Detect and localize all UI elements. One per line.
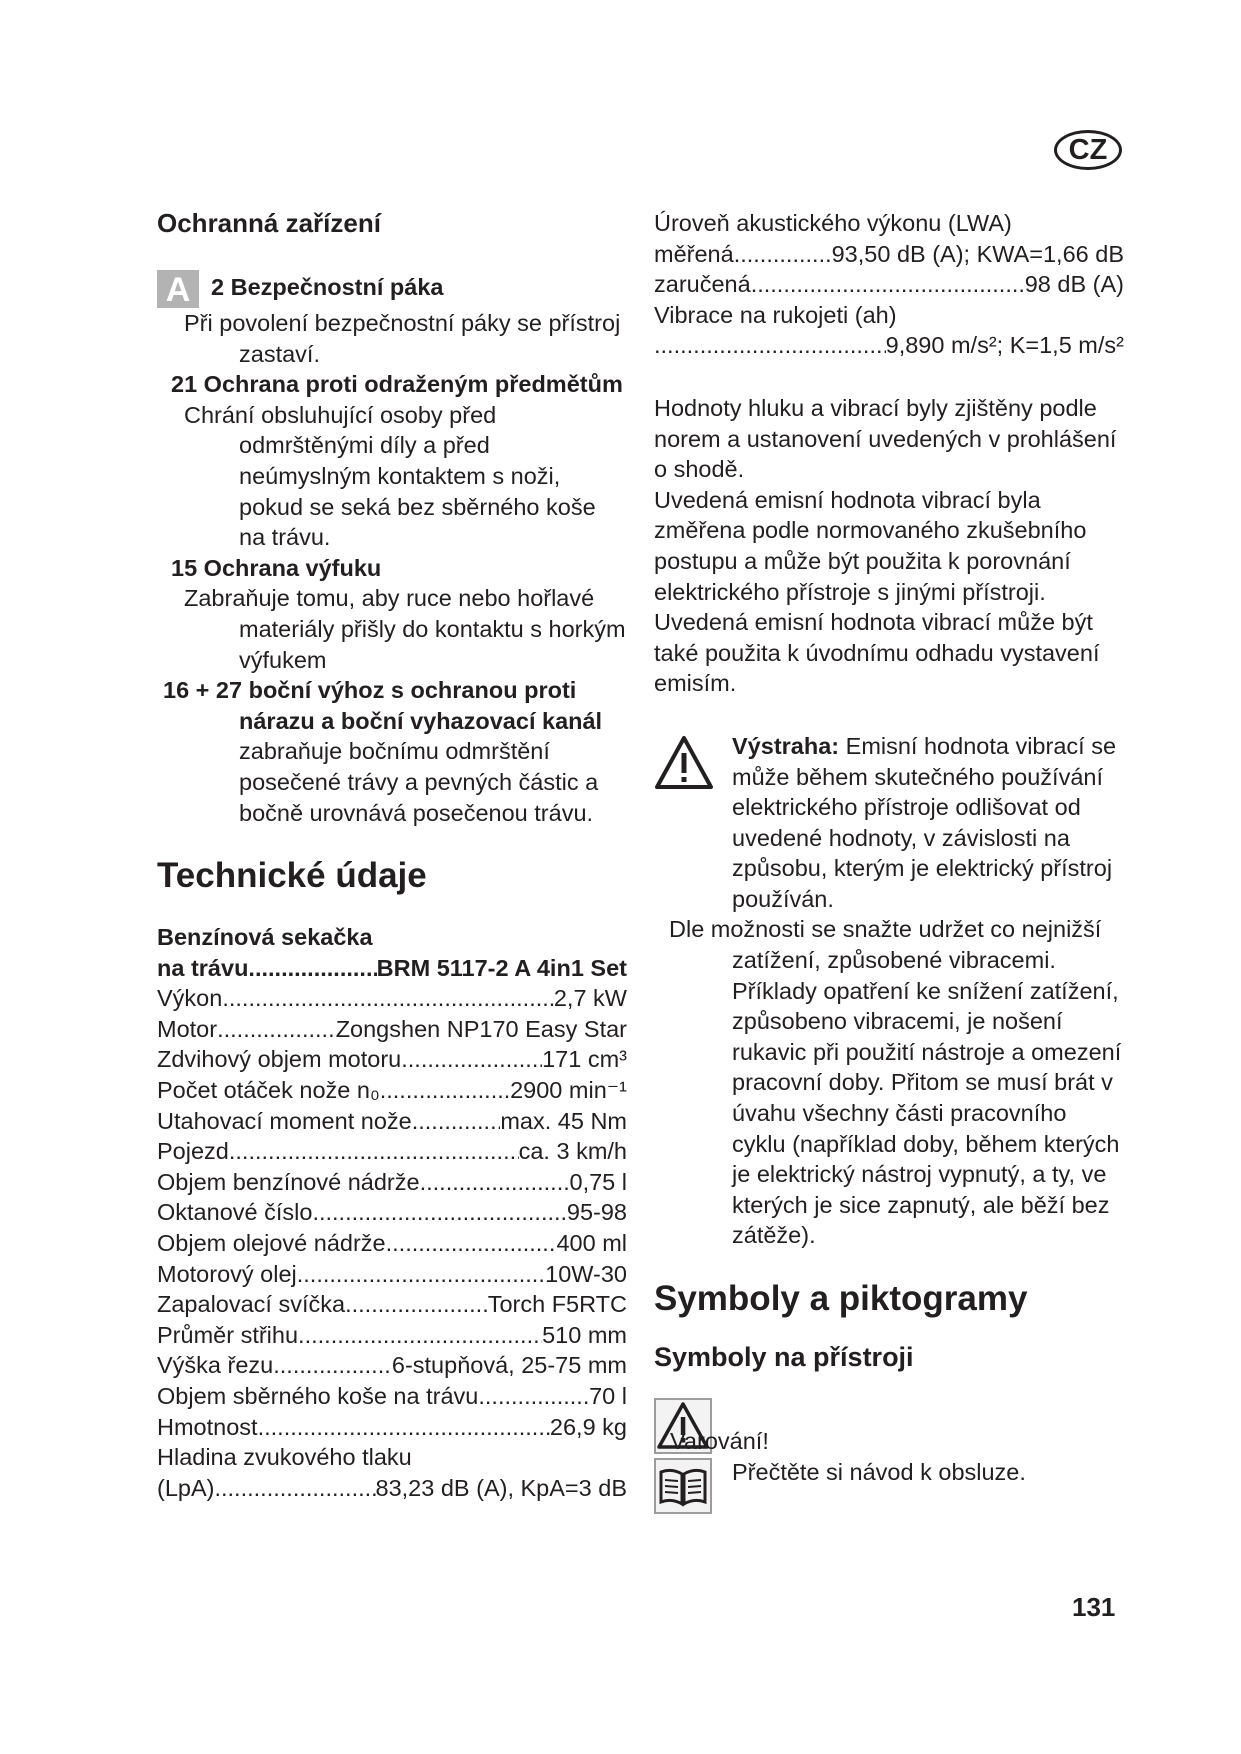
spec-row: Průměr střihu ..... 510 mm (157, 1320, 627, 1351)
right-column (654, 208, 1124, 1373)
symbols-heading: Symboly a piktogramy (654, 1279, 1028, 1318)
spec-row: Výkon ..... 2,7 kW (157, 983, 627, 1014)
item-title-4: 16 + 27 boční výhoz s ochranou proti nárazu a boční vyhazovací kanál (163, 677, 603, 734)
spec-row: Zdvihový objem motoru ..... 171 cm³ (157, 1044, 627, 1075)
vibration-label: Vibrace na rukojeti (ah) (654, 301, 897, 328)
section-heading-protective-devices: Ochranná zařízení (157, 208, 381, 238)
spec-row: Oktanové číslo ..... 95-98 (157, 1197, 627, 1228)
item-title-3: 15 Ochrana výfuku (171, 554, 382, 581)
figure-ref-icon: A (157, 270, 199, 308)
spec-row: Zapalovací svíčka ..... Torch F5RTC (157, 1289, 627, 1320)
spec-row: Motor ..... Zongshen NP170 Easy Star (157, 1014, 627, 1045)
language-badge: CZ (1054, 130, 1122, 170)
warning-block (654, 731, 1124, 915)
item-text-3: Zabraňuje tomu, aby ruce nebo hořlavé materiály přišly do kontaktu s horkým výfukem (184, 585, 626, 673)
vibration-row: ..... 9,890 m/s²; K=1,5 m/s² (654, 330, 1124, 361)
noise-paragraph: Hodnoty hluku a vibrací byly zjištěny podle norem a ustanovení uvedených v prohlášení o shodě. (654, 394, 1117, 483)
spec-row: Výška řezu ..... 6-stupňová, 25-75 mm (157, 1350, 627, 1381)
sound-pressure-row: (LpA) ..... 83,23 dB (A), KpA=3 dB (157, 1473, 627, 1504)
advice-text: Dle možnosti se snažte udržet co nejnižší zatížení, způsobené vibracemi. Příklady opatření ke snížení zatížení, způsobeno vibracemi, je nošení rukavic při použití nástroje a omezení pracovní doby. Přitom se musí brát v úvahu všechny části pracovního cyklu (například doby, během kterých je elektrický nástroj vypnutý, a ty, ve kterých je sice zapnutý, ale běží bez zátěže). (669, 916, 1122, 1249)
spec-list (157, 983, 627, 1442)
spec-row: Motorový olej ..... 10W-30 (157, 1259, 627, 1290)
model-row: na trávu ..... BRM 5117-2 A 4in1 Set (157, 953, 627, 984)
model-label-1: Benzínová sekačka (157, 924, 373, 951)
warning-triangle-icon (654, 735, 714, 791)
item-title-1: A 2 Bezpečnostní páka (157, 270, 627, 308)
spec-row: Objem benzínové nádrže ..... 0,75 l (157, 1167, 627, 1198)
symbols-on-device-heading: Symboly na přístroji (654, 1342, 914, 1372)
manual-book-icon (654, 1458, 712, 1514)
left-column (157, 208, 627, 1503)
measured-row: měřená ..... 93,50 dB (A); KWA=1,66 dB (654, 239, 1124, 270)
guaranteed-row: zaručená ..... 98 dB (A) (654, 269, 1124, 300)
item-text-4: zabraňuje bočnímu odmrštění posečené trávy a pevných částic a bočně urovnává posečenou trávu. (239, 738, 599, 826)
vibration-paragraph-2: Uvedená emisní hodnota vibrací může být také použita k úvodnímu odhadu vystavení emisím. (654, 609, 1100, 697)
warning-text: Výstraha: Emisní hodnota vibrací se může během skutečného používání elektrického přístroje odlišovat od uvedené hodnoty, v závislosti na způsobu, kterým je elektrický přístroj používán. (732, 732, 1117, 912)
acoustic-power-label: Úroveň akustického výkonu (LWA) (654, 210, 1012, 236)
spec-row: Objem olejové nádrže ..... 400 ml (157, 1228, 627, 1259)
page-number: 131 (1072, 1592, 1116, 1622)
spec-row: Pojezd ..... ca. 3 km/h (157, 1136, 627, 1167)
spec-row: Utahovací moment nože ..... max. 45 Nm (157, 1106, 627, 1137)
vibration-paragraph-1: Uvedená emisní hodnota vibrací byla změřena podle normovaného zkušebního postupu a může být použita k porovnání elektrického přístroje s jinými přístroji. (654, 486, 1087, 605)
symbol-warning-caption: Varování! (670, 1428, 769, 1454)
sound-pressure-label: Hladina zvukového tlaku (157, 1444, 412, 1471)
technical-data-heading: Technické údaje (157, 856, 427, 896)
spec-row: Počet otáček nože n₀ ..... 2900 min⁻¹ (157, 1075, 627, 1106)
spec-row: Hmotnost ..... 26,9 kg (157, 1412, 627, 1443)
item-title-2: 21 Ochrana proti odraženým předmětům (171, 371, 623, 398)
item-text-2: Chrání obsluhující osoby před odmrštěnými díly a před neúmyslným kontaktem s noži, pokud se seká bez sběrného koše na trávu. (184, 401, 596, 551)
spec-row: Objem sběrného koše na trávu ..... 70 l (157, 1381, 627, 1412)
item-text-1: Při povolení bezpečnostní páky se přístroj zastaví. (184, 310, 621, 367)
symbol-manual-caption: Přečtěte si návod k obsluze. (732, 1459, 1026, 1485)
